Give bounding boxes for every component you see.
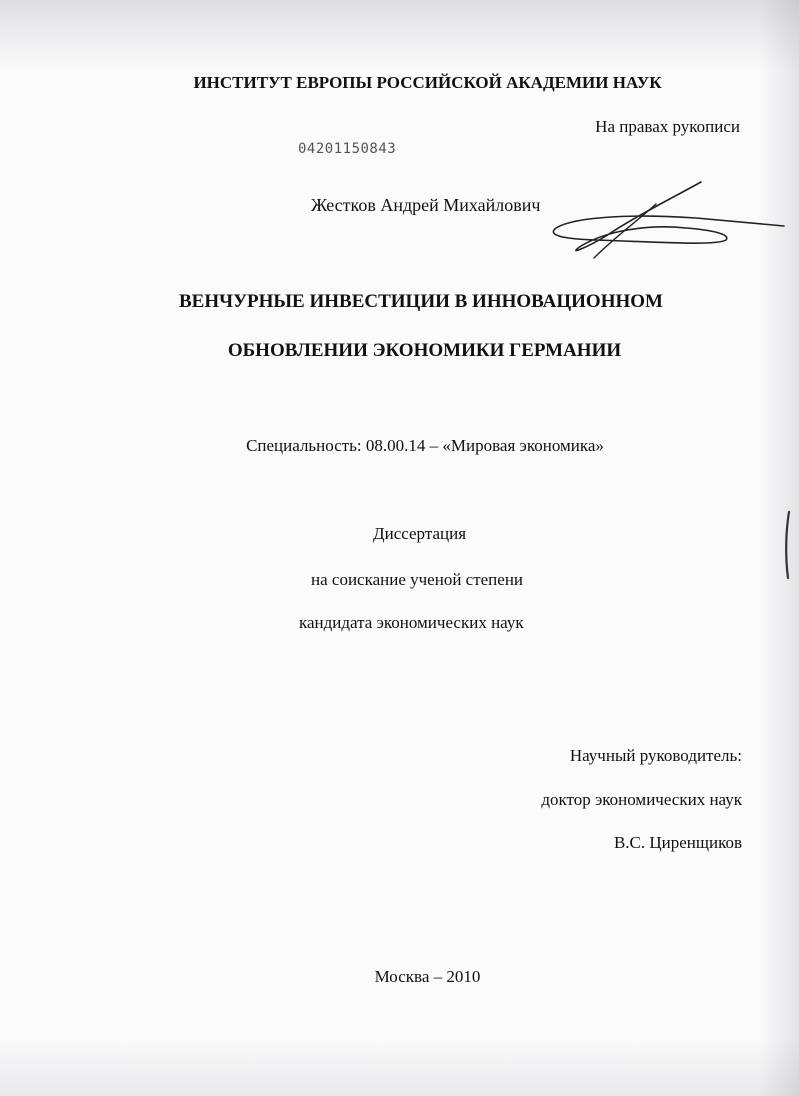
scan-shadow-top [0,0,799,70]
scan-shadow-bottom [0,1036,799,1096]
supervisor-label: Научный руководитель: [569,746,742,765]
specialty: Специальность: 08.00.14 – «Мировая экономика» [246,436,604,455]
document-number-stamp: 04201150843 [298,141,397,157]
institute-name: ИНСТИТУТ ЕВРОПЫ РОССИЙСКОЙ АКАДЕМИИ НАУК [193,73,662,92]
supervisor-name: В.С. Циренщиков [613,833,742,852]
title-line-2: ОБНОВЛЕНИИ ЭКОНОМИКИ ГЕРМАНИИ [227,340,622,361]
author-name: Жестков Андрей Михайлович [311,195,541,215]
dissertation-degree-name: кандидата экономических наук [299,613,524,632]
dissertation-degree-line: на соискание ученой степени [311,570,524,589]
scan-shadow-right [759,0,799,1096]
scan-edge-mark [782,510,792,580]
dissertation-label: Диссертация [373,524,467,543]
rights-note: На правах рукописи [595,117,740,136]
title-line-1: ВЕНЧУРНЫЕ ИНВЕСТИЦИИ В ИННОВАЦИОННОМ [179,291,663,312]
signature-icon [536,176,786,266]
city-year: Москва – 2010 [374,967,481,986]
supervisor-degree: доктор экономических наук [541,790,742,809]
